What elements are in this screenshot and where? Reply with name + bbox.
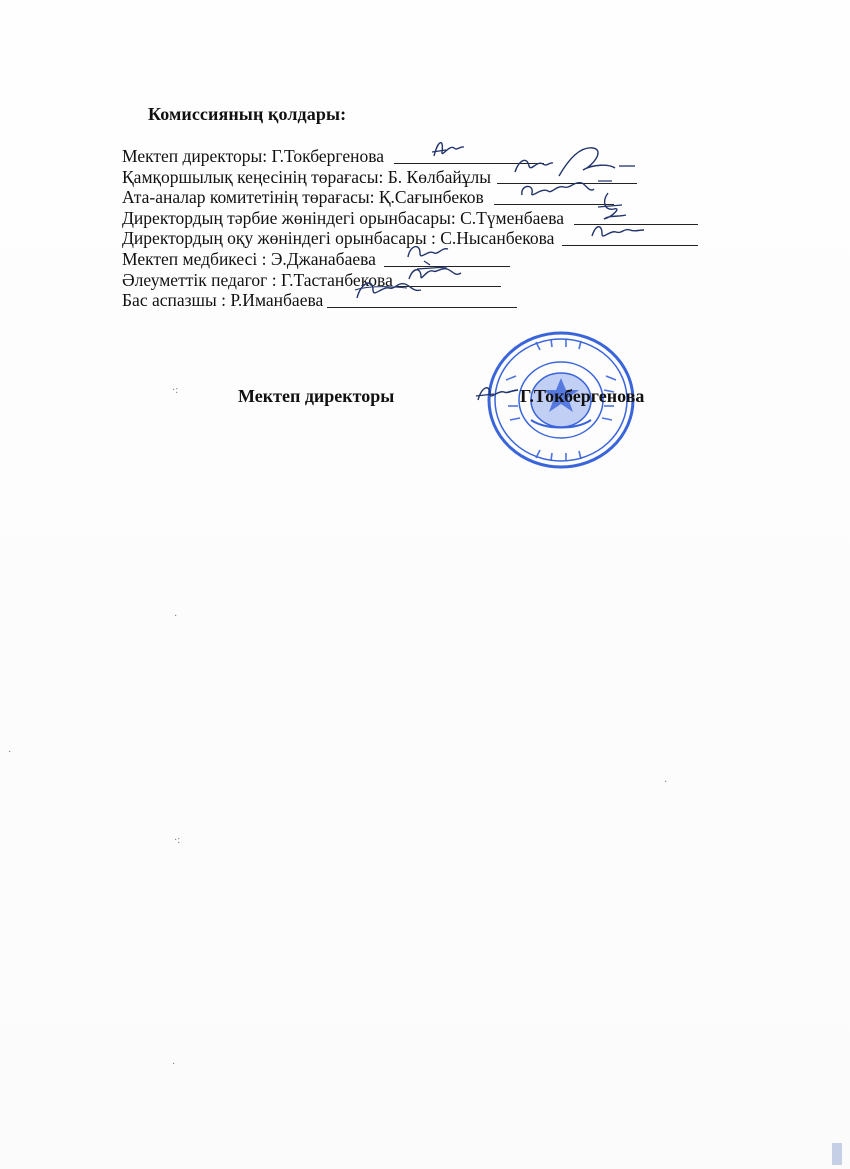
footer-director-title: Мектеп директоры [238,386,395,406]
signatory-text: Қамқоршылық кеңесінің төрағасы: Б. Көлбайұлы [122,166,491,187]
scan-speck: ·: [174,835,181,846]
signatory-text: Мектеп медбикесі : Э.Джанабаева [122,248,376,269]
scan-speck: ·: [172,385,179,396]
handwritten-signature [327,272,437,308]
scan-speck: · [174,611,178,622]
signatory-row-head-cook [122,290,698,311]
signatures-heading: Комиссияның қолдары: [148,104,347,124]
scan-speck: · [664,777,668,788]
scan-speck: · [8,747,12,758]
handwritten-signature [562,216,652,246]
signature-line [327,292,517,308]
signatory-text: Директордың тәрбие жөніндегі орынбасары: С.Түменбаева [122,207,564,228]
scan-edge-mark [832,1143,842,1165]
signatory-text: Әлеуметтік педагог : Г.Тастанбекова [122,269,393,290]
signatory-text: Мектеп директоры: Г.Токбергенова [122,146,385,166]
footer-director-name: Г.Токбергенова [520,386,645,406]
handwritten-signature [394,134,474,164]
scan-speck: · [172,1059,176,1070]
signature-line [562,230,698,246]
signatory-text: Директордың оқу жөніндегі орынбасары : С.Нысанбекова [122,228,555,249]
signatory-list [122,146,698,311]
signatory-text: Бас аспазшы : Р.Иманбаева [122,290,324,311]
signatory-text: Ата-аналар комитетінің төрағасы: Қ.Сағынбеков [122,187,484,208]
